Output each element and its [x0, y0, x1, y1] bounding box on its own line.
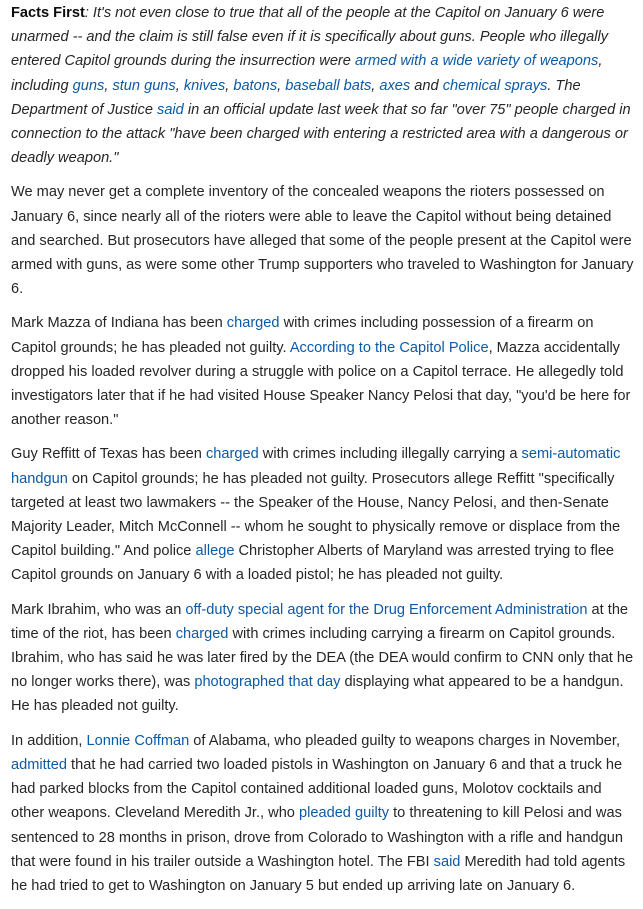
facts-first-body	[11, 5, 631, 166]
text-span: with crimes including possession of a firearm on Capitol grounds; he has pleaded not guilty.	[11, 315, 594, 356]
link-photographed-that-day[interactable]: photographed that day	[194, 674, 341, 691]
text-span: , Mazza accidentally dropped his loaded revolver during a struggle with police on a Capitol terrace. He allegedly told investigators later that if he had visited House Speaker Nancy Pelosi that day, "you'd be here for another reason."	[11, 339, 631, 429]
link-reffitt-charged[interactable]: charged	[205, 446, 259, 463]
text-span: of Alabama, who pleaded guilty to weapons charges in November,	[189, 732, 621, 749]
text-span: to threatening to kill Pelosi and was sentenced to 28 months in prison, drove from Colorado to Washington with a rifle and handgun that were found in his trailer outside a Washington hotel. The FBI	[11, 805, 623, 870]
text-span: Christopher Alberts of Maryland was arrested trying to flee Capitol grounds on January 6 with a loaded pistol; he has pleaded not guilty.	[11, 543, 615, 584]
text-span: on Capitol grounds; he has pleaded not guilty. Prosecutors allege Reffitt "specifically targeted at least two lawmakers -- the Speaker of the House, Nancy Pelosi, and then-Senate Majority Leader, Mitch McConnell -- whom he sought to physically remove or displace from the Capitol building." And police	[11, 470, 621, 560]
link-chemical-sprays[interactable]: chemical sprays	[442, 77, 548, 94]
text-span: displaying what appeared to be a handgun. He has pleaded not guilty.	[11, 674, 624, 715]
text-span: ,	[175, 77, 184, 94]
paragraph-coffman-meredith	[11, 729, 638, 898]
text-span: Mark Mazza of Indiana has been	[11, 315, 227, 332]
text-span: Guy Reffitt of Texas has been	[11, 446, 206, 463]
link-fbi-said[interactable]: said	[433, 853, 461, 870]
text-span: Meredith had told agents he had tried to get to Washington on January 5 but ended up arriving late on January 6.	[11, 853, 626, 894]
paragraph-inventory	[11, 180, 638, 301]
link-mazza-charged[interactable]: charged	[226, 315, 280, 332]
paragraph-reffitt	[11, 442, 638, 587]
text-span: In addition,	[11, 732, 87, 749]
text-span: Mark Ibrahim, who was an	[11, 601, 186, 618]
text-span: with crimes including carrying a firearm on Capitol grounds. Ibrahim, who has said he was later fired by the DEA (the DEA would confirm to CNN only that he no longer works there), was	[11, 625, 634, 691]
text-span: and	[410, 77, 443, 94]
text-span: ,	[225, 77, 234, 94]
text-span: that he had carried two loaded pistols in Washington on January 6 and that a truck he had parked blocks from the Capitol contained additional loaded guns, Molotov cocktails and other weapons. Cleveland Meredith Jr., who	[11, 756, 623, 822]
text-span: in an official update last week that so far "over 75" people charged in connection to the attack "have been charged with entering a restricted area with a dangerous or deadly weapon."	[11, 101, 631, 167]
text-span: ,	[277, 77, 286, 94]
link-armed-with-weapons[interactable]: armed with a wide variety of weapons	[354, 53, 599, 70]
facts-first-label: Facts First	[11, 5, 85, 21]
text-span: We may never get a complete inventory of the concealed weapons the rioters possessed on January 6, since nearly all of the rioters were able to leave the Capitol without being detained and searched. But prosecutors have alleged that some of the people present at the Capitol were armed with guns, as were some other Trump supporters who traveled to Washington for January 6.	[11, 184, 634, 298]
paragraph-ibrahim	[11, 598, 638, 719]
link-capitol-police[interactable]: According to the Capitol Police	[289, 339, 489, 356]
link-admitted[interactable]: admitted	[11, 756, 67, 773]
link-pleaded-guilty[interactable]: pleaded guilty	[298, 805, 390, 822]
facts-first-paragraph	[11, 0, 638, 170]
link-axes[interactable]: axes	[379, 77, 411, 94]
link-semi-automatic-handgun[interactable]: semi-automatic handgun	[11, 446, 621, 487]
text-span: with crimes including illegally carrying a	[258, 446, 522, 463]
link-stun-guns[interactable]: stun guns	[112, 77, 176, 94]
paragraph-mazza	[11, 311, 638, 432]
text-span: ,	[104, 77, 113, 94]
link-dea-agent[interactable]: off-duty special agent for the Drug Enforcement Administration	[185, 601, 588, 618]
text-span: , including	[11, 53, 603, 94]
link-baseball-bats[interactable]: baseball bats	[285, 77, 372, 94]
link-lonnie-coffman[interactable]: Lonnie Coffman	[86, 732, 190, 749]
link-batons[interactable]: batons	[233, 77, 278, 94]
link-ibrahim-charged[interactable]: charged	[175, 625, 229, 642]
text-span: : It's not even close to true that all of the people at the Capitol on January 6 were unarmed -- and the claim is still false even if it is specifically about guns. People who illegally entered Capitol grounds during the insurrection were	[11, 5, 609, 70]
link-doj-said[interactable]: said	[157, 101, 184, 118]
link-police-allege[interactable]: allege	[195, 543, 235, 560]
link-guns[interactable]: guns	[72, 77, 105, 94]
text-span: ,	[371, 77, 380, 94]
link-knives[interactable]: knives	[183, 77, 226, 94]
text-span: . The Department of Justice	[11, 77, 581, 118]
text-span: at the time of the riot, has been	[11, 601, 629, 642]
